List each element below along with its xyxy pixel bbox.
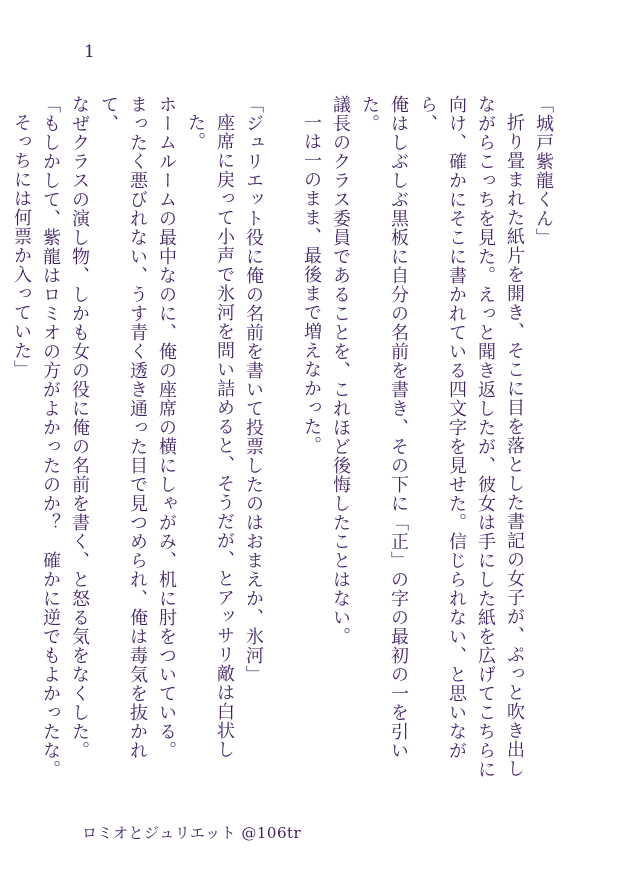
text-line: まったく悪びれない、うす青く透き通った目で見つめられ、俺は毒気を抜かれて、 [98,95,148,760]
text-line: そっちには何票か入っていた」 [11,113,32,379]
text-line: なぜクラスの演し物、しかも女の役に俺の名前を書く、と怒る気をなくした。 [69,95,90,760]
text-line: ホームルームの最中なのに、俺の座席の横にしゃがみ、机に肘をついている。 [156,95,177,760]
text-line: 「ジュリエット役に俺の名前を書いて投票したのはおまえか、氷河」 [243,95,264,684]
text-line: 議長のクラス委員であることを、これほど後悔したことはない。 [330,95,351,646]
story-text [11,95,558,795]
text-line: 向け、確かにそこに書かれている四文字を見せた。信じられない、と思いながら、 [417,95,467,760]
blank-line [268,95,297,795]
page-number: 1 [84,42,95,62]
text-line: 俺はしぶしぶ黒板に自分の名前を書き、その下に「正」の字の最初の一を引いた。 [359,95,409,760]
text-line: 「もしかして、紫龍はロミオの方がよかったのか？ 確かに逆でもよかったな。 [40,95,61,779]
text-line: 一は一のまま、最後まで増えなかった。 [301,113,322,455]
text-line: ながらこっちを見た。えっと聞き返したが、彼女は手にした紙を広げてこちらに [475,95,496,779]
text-line: 座席に戻って小声で氷河を問い詰めると、そうだが、とアッサリ敵は白状した。 [185,113,235,759]
text-line: 折り畳まれた紙片を開き、そこに目を落とした書記の女子が、ぷっと吹き出し [504,113,525,778]
text-line: 「城戸紫龍くん」 [533,95,554,247]
footer-title: ロミオとジュリエット @106tr [82,824,302,842]
